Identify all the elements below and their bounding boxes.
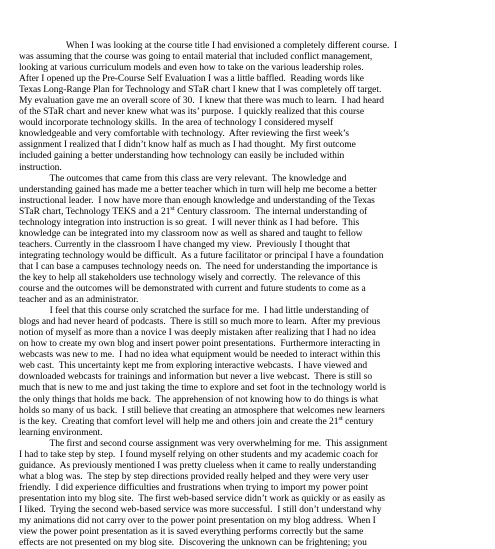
text-line-segment: STaR chart, Technology TEKS and a 21 bbox=[19, 206, 171, 217]
text-line: My evaluation gave me an overall score of 30. I knew that there was much to learn. I had heard bbox=[19, 96, 385, 107]
text-line: on how to create my own blog and insert power point presentations. Furthermore interacting in bbox=[19, 339, 381, 350]
text-line: was assuming that the course was going to entail material that included conflict management, bbox=[19, 52, 373, 63]
text-line-segment: century bbox=[342, 416, 374, 427]
text-line bbox=[19, 204, 480, 218]
text-line: included gaining a better understanding how technology can easily be included within bbox=[19, 151, 345, 162]
text-line: effects are not presented on my blog site. Discovering the unknown can be frightening; you bbox=[19, 538, 367, 549]
text-line: learning environment. bbox=[19, 427, 103, 438]
text-line: my animations did not carry over to the power point presentation on my blog address. When I bbox=[19, 516, 376, 527]
text-line: After I opened up the Pre-Course Self Evaluation I was a little baffled. Reading words like bbox=[19, 74, 364, 85]
text-line: When I was looking at the course title I had envisioned a completely different course. I bbox=[19, 41, 398, 51]
text-line: webcasts was new to me. I had no idea what equipment would be needed to interact within this bbox=[19, 350, 381, 361]
text-line: instruction. bbox=[19, 162, 62, 173]
text-line: course and the outcomes will be demonstrated with current and future students to come as a bbox=[19, 284, 366, 295]
ordinal-superscript: st bbox=[338, 414, 343, 422]
text-line: the only things that holds me back. The apprehension of not knowing how to do things is what bbox=[19, 394, 379, 405]
text-line bbox=[19, 414, 480, 428]
text-line: holds so many of us back. I still believe that creating an atmosphere that welcomes new learners bbox=[19, 405, 385, 416]
text-line: notion of myself as more than a novice I was deeply mistaken after realizing that I had no idea bbox=[19, 328, 376, 339]
text-line: would incorporate technology skills. In the area of technology I considered myself bbox=[19, 118, 334, 129]
text-line: friendly. I did experience difficulties and frustrations when trying to import my power point bbox=[19, 482, 369, 493]
text-line: guidance. As previously mentioned I was pretty clueless when it came to really understanding bbox=[19, 460, 377, 471]
text-line: instructional leader. I now have more than enough knowledge and understanding of the Texas bbox=[19, 195, 375, 206]
text-line: technology integration into instruction is so great. I will never think as I had before. This bbox=[19, 217, 360, 228]
ordinal-superscript: st bbox=[170, 204, 175, 212]
text-line: Texas Long-Range Plan for Technology and STaR chart I knew that I was completely off target. bbox=[19, 85, 382, 96]
text-line: knowledge can be integrated into my classroom now as well as shared and taught to fellow bbox=[19, 228, 363, 239]
text-line: of the STaR chart and never knew what was its’ purpose. I quickly realized that this course bbox=[19, 107, 365, 118]
text-line: web cast. This uncertainty kept me from exploring interactive webcasts. I have viewed and bbox=[19, 361, 368, 372]
text-line-segment: Century classroom. The internal understanding of bbox=[174, 206, 368, 217]
text-line: The first and second course assignment was very overwhelming for me. This assignment bbox=[19, 438, 388, 449]
text-line: teachers. Currently in the classroom I have changed my view. Previously I thought that bbox=[19, 239, 351, 250]
text-line: integrating technology would be difficult. As a future facilitator or principal I have a foundation bbox=[19, 250, 384, 261]
text-line-segment: is the key. Creating that comfort level will help me and others join and create the 21 bbox=[19, 416, 339, 427]
text-line: knowledgeable and very comfortable with technology. After reviewing the first week’s bbox=[19, 129, 350, 140]
text-line: view the power point presentation as it is saved everything performs correctly but the same bbox=[19, 527, 364, 538]
text-line: I had to take step by step. I found myself relying on other students and my academic coach for bbox=[19, 449, 378, 460]
text-line: teacher and as an administrator. bbox=[19, 295, 139, 306]
text-line: presentation into my blog site. The first web-based service didn’t work as quickly or as easily as bbox=[19, 493, 385, 504]
essay-body bbox=[19, 41, 480, 549]
text-line: much that is new to me and just taking the time to explore and set foot in the technology world is bbox=[19, 383, 386, 394]
text-line: that I can base a campuses technology needs on. The need for understanding the importance is bbox=[19, 261, 378, 272]
text-line: assignment I realized that I didn’t know half as much as I had thought. My first outcome bbox=[19, 140, 356, 151]
text-line: I liked. Trying the second web-based service was more successful. I still don’t understand why bbox=[19, 504, 382, 515]
text-line: what a blog was. The step by step directions provided really helped and they were very user bbox=[19, 471, 369, 482]
text-line: downloaded webcasts for trainings and information but never a live webcast. There is still so bbox=[19, 372, 373, 383]
text-line: looking at various curriculum models and even how to take on the various leadership roles. bbox=[19, 63, 364, 74]
text-line: The outcomes that came from this class are very relevant. The knowledge and bbox=[19, 173, 347, 184]
text-line: I feel that this course only scratched the surface for me. I had little understanding of bbox=[19, 306, 369, 317]
text-line: the key to help all stakeholders use technology wisely and correctly. The relevance of this bbox=[19, 272, 361, 283]
text-line: understanding gained has made me a better teacher which in turn will help me become a better bbox=[19, 184, 377, 195]
text-line: blogs and had never heard of podcasts. There is still so much more to learn. After my previous bbox=[19, 317, 381, 328]
